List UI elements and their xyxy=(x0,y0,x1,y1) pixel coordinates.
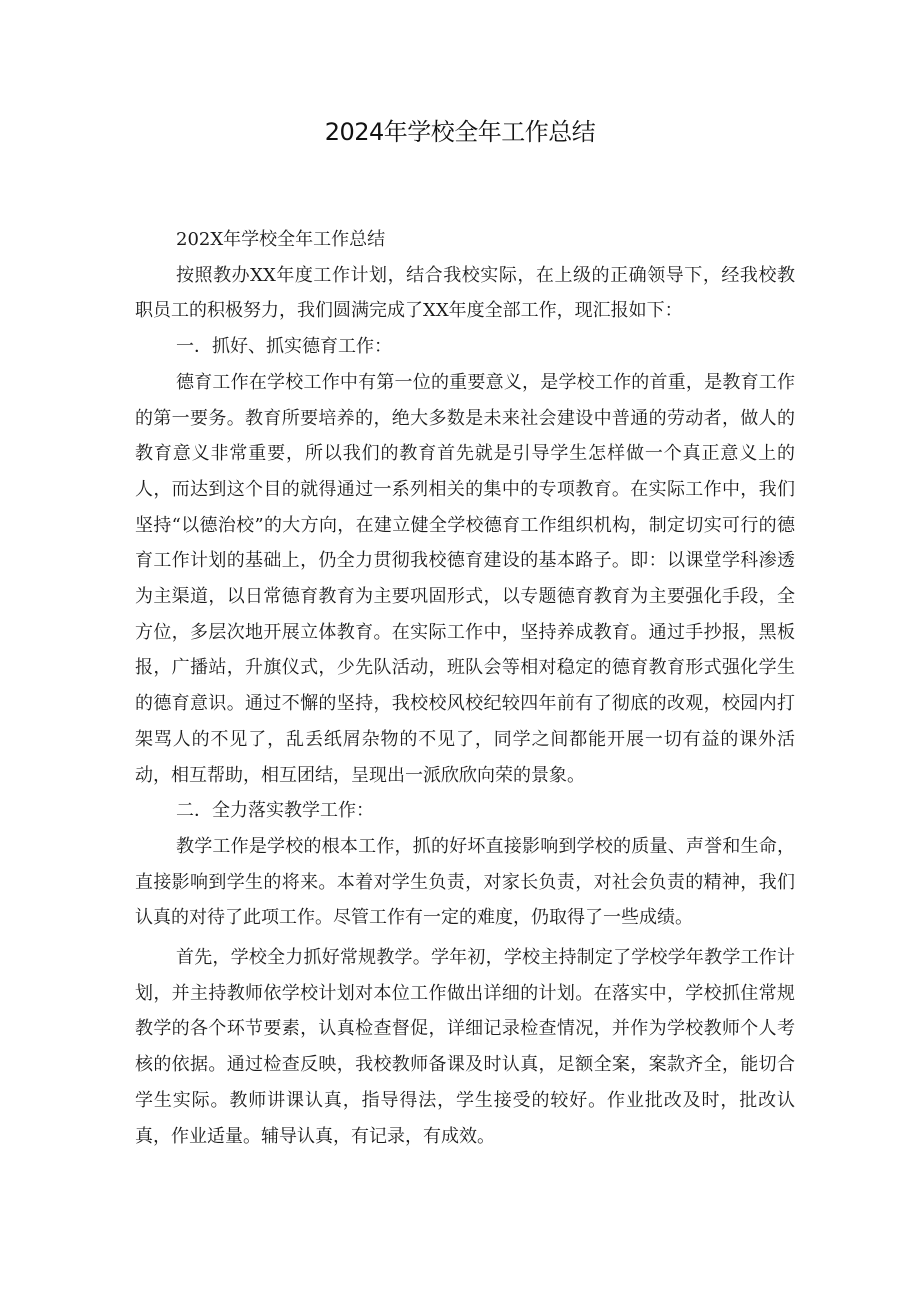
section-heading-teaching: 二．全力落实教学工作： xyxy=(176,800,374,822)
teaching-paragraph: 教学工作是学校的根本工作，抓的好坏直接影响到学校的质量、声誉和生命，直接影响到学生的将来。本着对学生负责，对家长负责，对社会负责的精神，我们认真的对待了此项工作。尽管工作有一定的难度，仍取得了一些成绩。 xyxy=(135,835,795,929)
document-subtitle: 202X年学校全年工作总结 xyxy=(176,229,386,250)
section-heading-moral-education: 一．抓好、抓实德育工作： xyxy=(176,336,392,358)
routine-teaching-paragraph: 首先，学校全力抓好常规教学。学年初，学校主持制定了学校学年教学工作计划，并主持教师依学校计划对本位工作做出详细的计划。在落实中，学校抓住常规教学的各个环节要素，认真检查督促，详细记录检查情况，并作为学校教师个人考核的依据。通过检查反映，我校教师备课及时认真，足额全案，案款齐全，能切合学生实际。教师讲课认真，指导得法，学生接受的较好。作业批改及时，批改认真，作业适量。辅导认真，有记录，有成效。 xyxy=(135,947,795,1147)
document-body xyxy=(135,222,795,1154)
moral-education-paragraph: 德育工作在学校工作中有第一位的重要意义，是学校工作的首重，是教育工作的第一要务。教育所要培养的，绝大多数是未来社会建设中普通的劳动者，做人的教育意义非常重要，所以我们的教育首先就是引导学生怎样做一个真正意义上的人，而达到这个目的就得通过一系列相关的集中的专项教育。在实际工作中，我们坚持“以德治校”的大方向，在建立健全学校德育工作组织机构，制定切实可行的德育工作计划的基础上，仍全力贯彻我校德育建设的基本路子。即：以课堂学科渗透为主渠道，以日常德育教育为主要巩固形式，以专题德育教育为主要强化手段，全方位，多层次地开展立体教育。在实际工作中，坚持养成教育。通过手抄报，黑板报，广播站，升旗仪式，少先队活动，班队会等相对稳定的德育教育形式强化学生的德育意识。通过不懈的坚持，我校校风校纪较四年前有了彻底的改观，校园内打架骂人的不见了，乱丢纸屑杂物的不见了，同学之间都能开展一切有益的课外活动，相互帮助，相互团结，呈现出一派欣欣向荣的景象。 xyxy=(135,371,795,786)
document-title: 2024年学校全年工作总结 xyxy=(324,118,596,146)
intro-paragraph: 按照教办XX年度工作计划，结合我校实际，在上级的正确领导下，经我校教职员工的积极努力，我们圆满完成了XX年度全部工作，现汇报如下： xyxy=(135,264,795,322)
